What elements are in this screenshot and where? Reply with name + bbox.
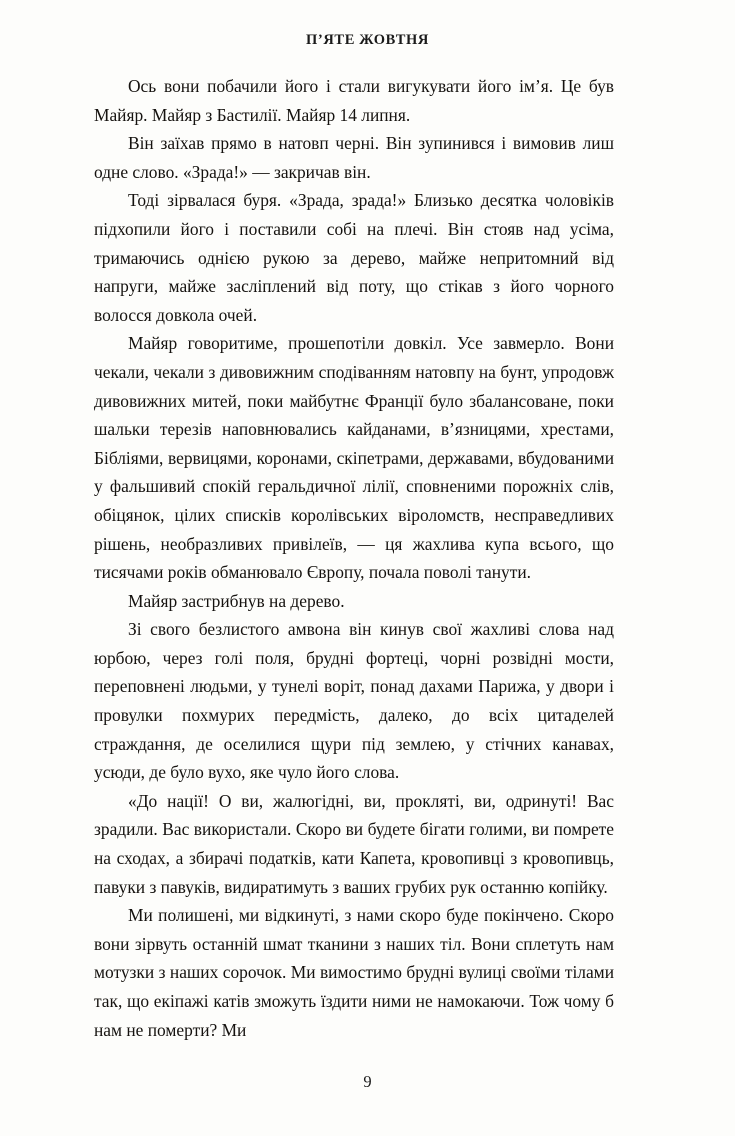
body-text bbox=[94, 72, 614, 1044]
paragraph: «До нації! О ви, жалюгідні, ви, прокляті, ви, одринуті! Вас зрадили. Вас використали. Скоро ви будете бігати голими, ви помрете на сходах, а збирачі податків, кати Капета, кровопивці з кровопивць, павуки з павуків, видиратимуть з ваших грубих рук останню копійку. bbox=[94, 790, 614, 897]
paragraph: Ми полишені, ми відкинуті, з нами скоро буде покінчено. Скоро вони зірвуть останній шмат тканини з наших тіл. Вони сплетуть нам мотузки з наших сорочок. Ми вимостимо брудні вулиці своїми тілами так, що екіпажі катів зможуть їздити ними не намокаючи. Тож чому б нам не померти? Ми bbox=[94, 905, 614, 1040]
page-number: 9 bbox=[363, 1072, 372, 1091]
paragraph: Зі свого безлистого амвона він кинув свої жахливі слова над юрбою, через голі поля, брудні фортеці, чорні розвідні мости, переповнені людьми, у тунелі воріт, понад дахами Парижа, у двори і провулки похмурих передмість, далеко, до всіх цитаделей страждання, де оселилися щури під землею, у стічних канавах, усюди, де було вухо, яке чуло його слова. bbox=[94, 619, 614, 783]
paragraph: Ось вони побачили його і стали вигукувати його ім’я. Це був Майяр. Майяр з Бастилії. Майяр 14 липня. bbox=[94, 76, 614, 125]
running-head: П’ЯТЕ ЖОВТНЯ bbox=[306, 32, 429, 48]
paragraph: Тоді зірвалася буря. «Зрада, зрада!» Близько десятка чоловіків підхопили його і поставили собі на плечі. Він стояв над усіма, тримаючись однією рукою за дерево, майже непритомний від напруги, майже засліплений від поту, що стікав з його чорного волосся довкола очей. bbox=[94, 190, 614, 325]
paragraph: Він заїхав прямо в натовп черні. Він зупинився і вимовив лиш одне слово. «Зрада!» — закричав він. bbox=[94, 133, 614, 182]
paragraph: Майяр застрибнув на дерево. bbox=[128, 590, 345, 611]
paragraph: Майяр говоритиме, прошепотіли довкіл. Усе завмерло. Вони чекали, чекали з дивовижним сподіванням натовпу на бунт, упродовж дивовижних митей, поки майбутнє Франції було збалансоване, поки шальки терезів наповнювались кайданами, в’язницями, хрестами, Бібліями, вервицями, коронами, скіпетрами, державами, вбудованими у фальшивий спокій геральдичної лілії, сповненими порожніх слів, обіцянок, цілих списків королівських віроломств, несправедливих рішень, необразливих привілеїв, — ця жахлива купа всього, що тисячами років обманювало Європу, почала поволі танути. bbox=[94, 333, 614, 583]
